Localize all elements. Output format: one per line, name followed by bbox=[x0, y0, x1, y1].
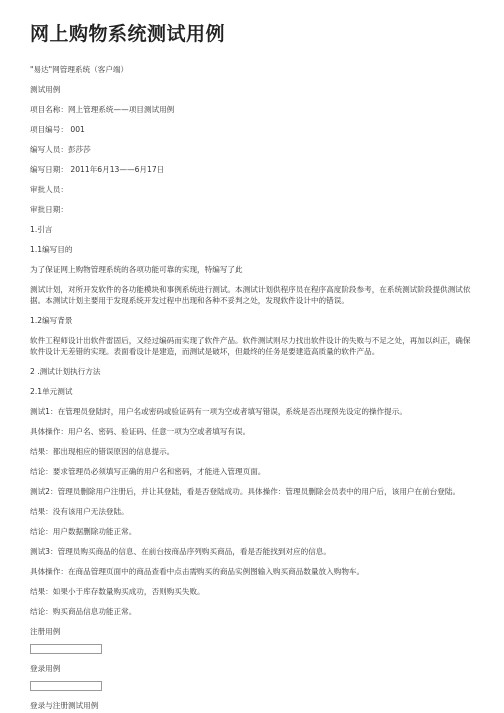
heading-method: 2 .测试计划执行方法 bbox=[30, 367, 101, 376]
paragraph-author: 编写人员：彭莎莎 bbox=[30, 145, 91, 154]
paragraph-purpose-1: 为了保证网上购物管理系统的各项功能可靠的实现，特编写了此 bbox=[30, 265, 243, 274]
heading-background: 1.2编写背景 bbox=[30, 316, 73, 325]
label-register-case: 注册用例 bbox=[30, 627, 61, 636]
paragraph-test-case: 测试用例 bbox=[30, 85, 61, 94]
paragraph-approver: 审批人员： bbox=[30, 185, 68, 194]
image-placeholder-login bbox=[30, 681, 102, 691]
paragraph-date: 编写日期： 2011年6月13——6月17日 bbox=[30, 165, 165, 174]
paragraph-client: "易达"网管理系统（客户端） bbox=[30, 65, 129, 74]
heading-unit-test: 2.1单元测试 bbox=[30, 387, 73, 396]
paragraph-test-1-conclusion: 结论：要求管理员必须填写正确的用户名和密码，才能进入管理页面。 bbox=[30, 467, 266, 476]
paragraph-test-2-conclusion: 结论：用户数据删除功能正常。 bbox=[30, 527, 137, 536]
label-login-case: 登录用例 bbox=[30, 664, 61, 673]
paragraph-test-3-operation: 具体操作：在商品管理页面中的商品查看中点击需购买的商品实例图输入购买商品数量放入购物车。 bbox=[30, 567, 365, 576]
paragraph-test-3-result: 结果：如果小于库存数量购买成功，否则购买失败。 bbox=[30, 587, 205, 596]
paragraph-project-name: 项目名称：网上管理系统——项目测试用例 bbox=[30, 105, 175, 114]
paragraph-purpose-2: 测试计划，对所开发软件的各功能模块和事例系统进行测试。本测试计划供程序员在程序高度阶段参考，在系统测试阶段提供测试依据。本测试计划主要用于发现系统开发过程中出现和各种不妥判之处，发现软件设计中的错误。 bbox=[30, 285, 471, 305]
page-title: 网上购物系统测试用例 bbox=[30, 23, 226, 45]
paragraph-test-1: 测试1：在管理员登陆时，用户名或密码或验证码有一项为空或者填写错误，系统是否出现预先设定的操作提示。 bbox=[30, 407, 407, 416]
paragraph-test-3-conclusion: 结论：购买商品信息功能正常。 bbox=[30, 607, 137, 616]
paragraph-test-2: 测试2：管理员删除用户注册后，并让其登陆，看是否登陆成功。具体操作：管理员删除会员表中的用户后，该用户在前台登陆。 bbox=[30, 487, 461, 496]
heading-purpose: 1.1编写目的 bbox=[30, 245, 73, 254]
label-login-register-case: 登录与注册测试用例 bbox=[30, 701, 99, 710]
paragraph-test-1-operation: 具体操作：用户名、密码、验证码、任意一项为空或者填写有误。 bbox=[30, 427, 251, 436]
image-placeholder-register bbox=[30, 644, 102, 654]
heading-introduction: 1.引言 bbox=[30, 225, 53, 234]
paragraph-test-3: 测试3：管理员购买商品的信息、在前台按商品序列购买商品，看是否能找到对应的信息。 bbox=[30, 547, 331, 556]
paragraph-test-1-result: 结果：都出现相应的错误原因的信息提示。 bbox=[30, 447, 175, 456]
paragraph-test-2-result: 结果：没有该用户无法登陆。 bbox=[30, 507, 129, 516]
paragraph-background: 软件工程师设计出软件雷固后，又经过编码而实现了软件产品。软件测试则尽力找出软件设计的失败与不足之处，再加以纠正，确保软件设计无差错的实现。表面看设计是建造，而测试是破坏，但最终的任务是要建造高质量的软件产品。 bbox=[30, 336, 471, 356]
paragraph-project-number: 项目编号： 001 bbox=[30, 125, 85, 134]
paragraph-approval-date: 审批日期： bbox=[30, 205, 68, 214]
